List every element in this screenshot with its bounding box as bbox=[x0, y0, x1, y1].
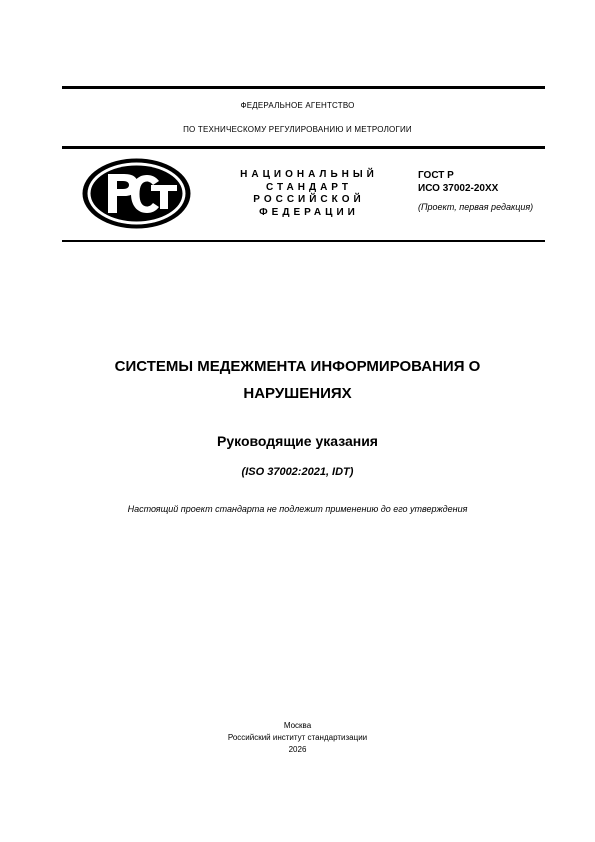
document-subtitle: Руководящие указания bbox=[217, 433, 378, 449]
header-bottom-rule bbox=[62, 240, 545, 242]
rst-logo-icon bbox=[81, 157, 192, 230]
top-rule bbox=[62, 86, 545, 89]
imprint-publisher: Российский институт стандартизации bbox=[227, 733, 368, 742]
edition-note: (Проект, первая редакция) bbox=[418, 202, 534, 212]
imprint-city: Москва bbox=[283, 721, 312, 730]
iso-reference: (ISO 37002:2021, IDT) bbox=[241, 466, 354, 478]
standard-type-line3: РОССИЙСКОЙ bbox=[253, 194, 365, 205]
designation-line2: ИСО 37002-20ХХ bbox=[418, 182, 499, 194]
title-line2: НАРУШЕНИЯХ bbox=[243, 385, 352, 402]
standard-type bbox=[220, 169, 398, 219]
standard-type-line2: СТАНДАРТ bbox=[266, 181, 352, 193]
agency-name-line1: ФЕДЕРАЛЬНОЕ АГЕНТСТВО bbox=[240, 101, 355, 110]
standard-type-line4: ФЕДЕРАЦИИ bbox=[259, 206, 359, 218]
draft-notice: Настоящий проект стандарта не подлежит применению до его утверждения bbox=[127, 504, 468, 514]
title-line1: СИСТЕМЫ МЕДЕЖМЕНТА ИНФОРМИРОВАНИЯ О bbox=[114, 358, 481, 375]
designation-line1: ГОСТ Р bbox=[418, 170, 454, 181]
document-title bbox=[0, 353, 595, 407]
imprint bbox=[0, 720, 595, 756]
header-rule bbox=[62, 146, 545, 149]
imprint-year: 2026 bbox=[288, 745, 307, 754]
standard-type-line1: НАЦИОНАЛЬНЫЙ bbox=[240, 169, 378, 180]
standard-designation bbox=[418, 170, 540, 195]
agency-name-line2: ПО ТЕХНИЧЕСКОМУ РЕГУЛИРОВАНИЮ И МЕТРОЛОГИИ bbox=[183, 125, 412, 134]
